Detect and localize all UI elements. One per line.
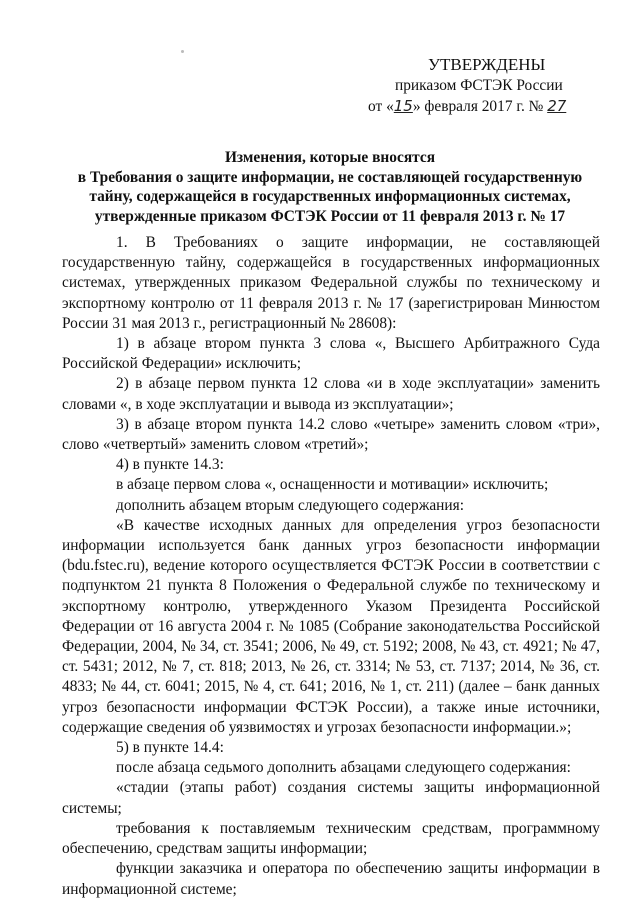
document-heading	[60, 148, 600, 226]
paragraph-requirements: требования к поставляемым техническим средствам, программному обеспечению, средствам защиты информации;	[62, 819, 600, 858]
paragraph-quote-threats: «В качестве исходных данных для определения угроз безопасности информации используется банк данных угроз безопасности информации (bdu.fstec.ru), ведение которого осуществляется ФСТЭК России в соответствии с подпунктом 21 пункта 8 Положения о Федеральной службе по техническому и экспортному контролю, утвержденного Указом Президента Российской Федерации от 16 августа 2004 г. № 1085 (Собрание законодательства Российской Федерации, 2004, № 34, ст. 3541; 2006, № 49, ст. 5192; 2008, № 43, ст. 4921; № 47, ст. 5431; 2012, № 7, ст. 818; 2013, № 26, ст. 3314; № 53, ст. 7137; 2014, № 36, ст. 4833; № 44, ст. 6041; 2015, № 4, ст. 641; 2016, № 1, ст. 211) (далее – банк данных угроз безопасности информации ФСТЭК России), а также иные источники, содержащие сведения об уязвимостях и угрозах безопасности информации.»;	[62, 516, 600, 736]
approval-stamp	[368, 55, 605, 118]
paragraph-item-4-a: в абзаце первом слова «, оснащенности и мотивации» исключить;	[116, 476, 549, 494]
approval-date-prefix: от «	[368, 98, 394, 116]
paragraph-item-4: 4) в пункте 14.3:	[116, 456, 224, 474]
approval-title: УТВЕРЖДЕНЫ	[428, 55, 546, 74]
document-body	[62, 233, 600, 900]
handwritten-day: 15	[393, 97, 413, 116]
approval-date-mid: » февраля 2017 г. №	[412, 98, 548, 116]
approval-order: приказом ФСТЭК России	[395, 77, 563, 95]
paragraph-item-5: 5) в пункте 14.4:	[116, 739, 224, 757]
heading-line-2: в Требования о защите информации, не составляющей государственную	[77, 168, 583, 186]
paragraph-item-5-a: после абзаца седьмого дополнить абзацами следующего содержания:	[116, 759, 571, 777]
paragraph-quote-stages: «стадии (этапы работ) создания системы защиты информационной системы;	[62, 779, 600, 817]
approval-date-line	[368, 96, 605, 117]
paragraph-item-4-b: дополнить абзацем вторым следующего содержания:	[116, 496, 465, 514]
paragraph-item-3: 3) в абзаце втором пункта 14.2 слово «четыре» заменить словом «три», слово «четвертый» заменить словом «третий»;	[62, 415, 600, 454]
heading-line-3: тайну, содержащейся в государственных информационных системах,	[89, 188, 571, 205]
paragraph-intro: 1. В Требованиях о защите информации, не составляющей государственную тайну, содержащейся в государственных информационных системах, утвержденных приказом Федеральной службы по техническому и экспортному контролю от 11 февраля 2013 г. № 17 (зарегистрирован Минюстом России 31 мая 2013 г., регистрационный № 28608):	[62, 234, 600, 332]
heading-line-4: утвержденные приказом ФСТЭК России от 11 февраля 2013 г. № 17	[94, 207, 566, 225]
paragraph-item-1: 1) в абзаце втором пункта 3 слова «, Высшего Арбитражного Суда Российской Федерации» исключить;	[62, 335, 600, 373]
paragraph-item-2: 2) в абзаце первом пункта 12 слова «и в ходе эксплуатации» заменить словами «, в ходе эксплуатации и вывода из эксплуатации»;	[62, 375, 600, 413]
paragraph-functions: функции заказчика и оператора по обеспечению защиты информации в информационной системе;	[62, 860, 600, 898]
scan-speck	[181, 50, 184, 53]
heading-line-1: Изменения, которые вносятся	[224, 149, 436, 166]
handwritten-number: 27	[547, 97, 567, 116]
